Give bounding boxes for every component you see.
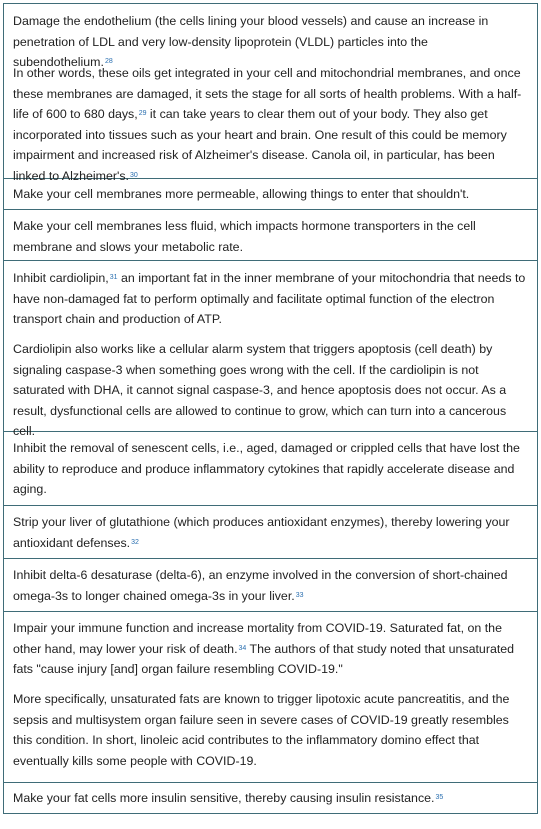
- table-row: [3, 505, 538, 559]
- row-text: Make your cell membranes less fluid, which impacts hormone transporters in the cell membrane and slows your metabolic rate.: [13, 219, 476, 254]
- footnote-link[interactable]: 34: [238, 644, 247, 652]
- row-text: Cardiolipin also works like a cellular alarm system that triggers apoptosis (cell death) by signaling caspase-3 when something goes wrong with the cell. If the cardiolipin is not saturated with DHA, it cannot signal caspase-3, and hence apoptosis does not occur. As a result, dysfunctional cells are allowed to continue to grow, which can turn into a cancerous cell.: [13, 342, 507, 438]
- row-text: Make your cell membranes more permeable, allowing things to enter that shouldn't.: [13, 187, 470, 201]
- table-row: [3, 782, 538, 814]
- footnote-link[interactable]: 32: [131, 538, 139, 546]
- footnote-link[interactable]: 29: [138, 110, 147, 117]
- footnote-link[interactable]: 35: [435, 794, 444, 801]
- footnote-link[interactable]: 31: [109, 274, 118, 281]
- table-row: [3, 209, 538, 261]
- effects-table: [3, 3, 538, 814]
- table-row: [3, 3, 538, 183]
- row-text: Impair your immune function and increase mortality from COVID-19. Saturated fat, on the other hand, may lower your risk of death.$^{34}$ The authors of that study noted that unsaturated fats "cause injury [and] organ failure resembling COVID-19.": [13, 621, 515, 676]
- table-row: [3, 431, 538, 506]
- row-text: Inhibit cardiolipin,$^{31}$ an important fat in the inner membrane of your mitochondria that needs to have non-damaged fat to perform optimally and facilitate optimal function of the electron transport chain and production of ATP.: [13, 271, 526, 326]
- footnote-link[interactable]: 28: [104, 58, 113, 65]
- footnote-link[interactable]: 33: [295, 591, 304, 599]
- row-text: Damage the endothelium (the cells lining your blood vessels) and cause an increase in penetration of LDL and very low-density lipoprotein (VLDL) particles into the subendothelium.$^{28}$: [13, 14, 489, 69]
- row-text: Inhibit the removal of senescent cells, i.e., aged, damaged or crippled cells that have lost the ability to reproduce and produce inflammatory cytokines that rapidly accelerate disease and aging.: [13, 441, 520, 496]
- table-row: [3, 611, 538, 783]
- footnote-link[interactable]: 30: [130, 171, 138, 179]
- table-row: [3, 260, 538, 438]
- row-text: Inhibit delta-6 desaturase (delta-6), an enzyme involved in the conversion of short-chained omega-3s to longer chained omega-3s in your liver.$^{33}$: [13, 568, 508, 603]
- row-text: Strip your liver of glutathione (which produces antioxidant enzymes), thereby lowering your antioxidant defenses.$^{32}$: [13, 515, 510, 550]
- row-text: Make your fat cells more insulin sensitive, thereby causing insulin resistance.$^{35}$: [13, 791, 444, 805]
- table-row: [3, 558, 538, 612]
- row-text: More specifically, unsaturated fats are known to trigger lipotoxic acute pancreatitis, and the sepsis and multisystem organ failure seen in severe cases of COVID-19 greatly resembles this condition. In short, linoleic acid contributes to the inflammatory domino effect that eventually kills some people with COVID-19.: [13, 692, 510, 768]
- row-text: In other words, these oils get integrated in your cell and mitochondrial membranes, and once these membranes are damaged, it sets the stage for all sorts of health problems. With a half-life of 600 to 680 days,$^{29}$ it can take years to clear them out of your body. They also get incorporated into tissues such as your heart and brain. One result of this could be memory impairment and increased risk of Alzheimer's disease. Canola oil, in particular, has been linked to Alzheimer's.$^{30}$: [13, 66, 522, 183]
